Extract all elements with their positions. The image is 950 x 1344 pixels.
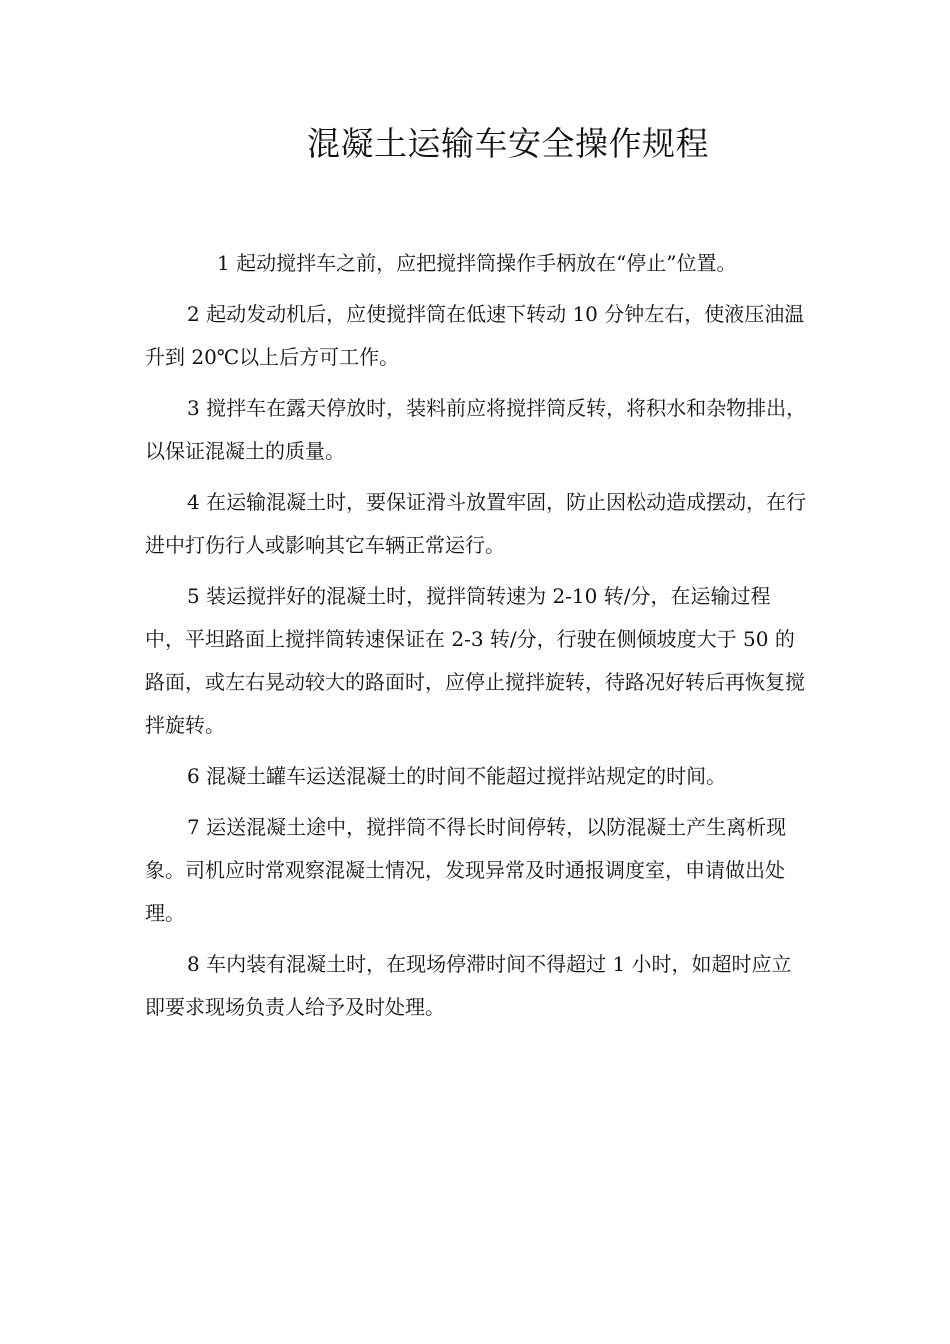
document-title: 混凝土运输车安全操作规程 bbox=[307, 124, 709, 163]
paragraph-8: 8 车内装有混凝土时，在现场停滞时间不得超过 1 小时，如超时应立即要求现场负责人给予及时处理。 bbox=[145, 952, 792, 1019]
document-body bbox=[145, 242, 810, 1037]
paragraph-7: 7 运送混凝土途中，搅拌筒不得长时间停转，以防混凝土产生离析现象。司机应时常观察混凝土情况，发现异常及时通报调度室，申请做出处理。 bbox=[145, 815, 787, 925]
paragraph-2: 2 起动发动机后，应使搅拌筒在低速下转动 10 分钟左右，使液压油温升到 20℃以上后方可工作。 bbox=[145, 302, 805, 369]
paragraph-1: 1 起动搅拌车之前，应把搅拌筒操作手柄放在“停止”位置。 bbox=[217, 251, 737, 275]
paragraph-5: 5 装运搅拌好的混凝土时，搅拌筒转速为 2-10 转/分，在运输过程中，平坦路面上搅拌筒转速保证在 2-3 转/分，行驶在侧倾坡度大于 50 的路面，或左右晃动较大的路面时，应停止搅拌旋转，待路况好转后再恢复搅拌旋转。 bbox=[145, 584, 805, 737]
paragraph-4: 4 在运输混凝土时，要保证滑斗放置牢固，防止因松动造成摆动，在行进中打伤行人或影响其它车辆正常运行。 bbox=[145, 490, 807, 557]
paragraph-6: 6 混凝土罐车运送混凝土的时间不能超过搅拌站规定的时间。 bbox=[187, 764, 727, 788]
paragraph-3: 3 搅拌车在露天停放时，装料前应将搅拌筒反转，将积水和杂物排出，以保证混凝土的质量。 bbox=[145, 396, 807, 463]
